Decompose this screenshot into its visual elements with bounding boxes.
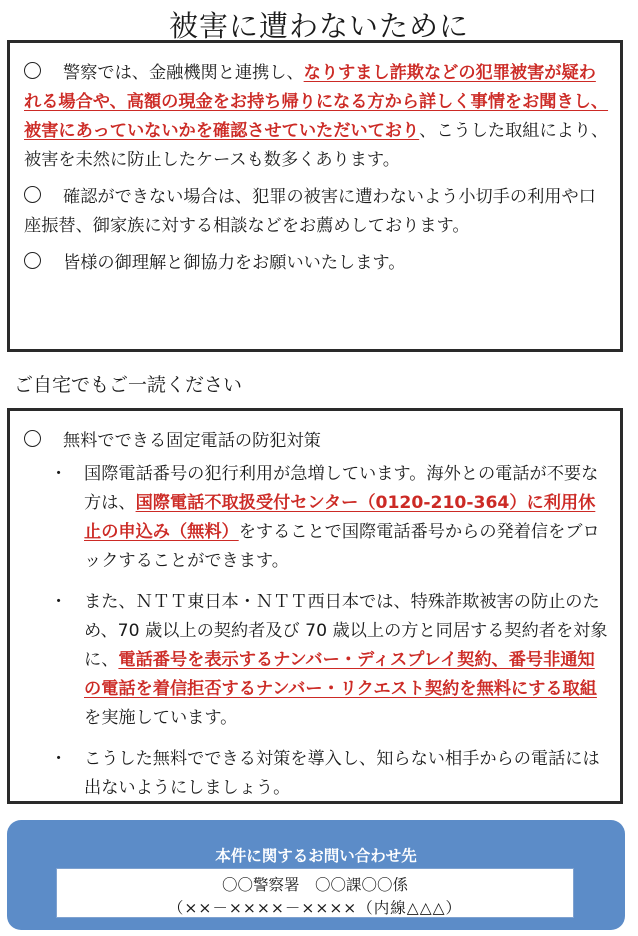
measures-list <box>24 460 610 803</box>
measure-item-2 <box>46 588 610 733</box>
circle-bullet-icon <box>24 186 41 203</box>
b2-text-after: を実施しています。 <box>84 708 238 728</box>
b1-text-after: をすることで国際電話番号からの発着信をブロックすることができます。 <box>84 522 600 571</box>
page-title: 被害に遭わないために <box>168 9 469 43</box>
bullet-dot: ・ <box>50 749 68 769</box>
measures-heading-text: 無料でできる固定電話の防犯対策 <box>63 431 321 451</box>
measure-item-3 <box>46 745 610 803</box>
notice-paragraph-3 <box>24 249 610 278</box>
notice-paragraph-1 <box>24 59 610 175</box>
measures-heading <box>24 427 610 456</box>
circle-bullet-icon <box>24 62 41 79</box>
contact-phone: （××－××××－××××（内線△△△） <box>167 899 463 917</box>
contact-panel <box>7 820 625 930</box>
bullet-dot: ・ <box>50 592 68 612</box>
p1-text-after: 、こうした取組により、被害を未然に防止したケースも数多くあります。 <box>24 121 609 170</box>
notice-paragraph-2 <box>24 183 610 241</box>
police-notice-box <box>7 40 623 352</box>
measure-item-1 <box>46 460 610 576</box>
contact-title: 本件に関するお問い合わせ先 <box>215 847 417 865</box>
p1-highlight: なりすまし詐欺などの犯罪被害が疑われる場合や、高額の現金をお持ち帰りになる方から詳しく事情をお聞きし、被害にあっていないかを確認させていただいており <box>24 63 609 141</box>
b1-highlight: 国際電話不取扱受付センター（0120-210-364）に利用休止の申込み（無料） <box>84 493 596 542</box>
circle-bullet-icon <box>24 430 41 447</box>
home-measures-box <box>7 408 623 804</box>
circle-bullet-icon <box>24 252 41 269</box>
b2-text-before: また、ＮＴＴ東日本・ＮＴＴ西日本では、特殊詐欺被害の防止のため、70 歳以上の契約者及び 70 歳以上の方と同居する契約者を対象に、 <box>84 592 608 670</box>
contact-details-box <box>56 868 574 918</box>
p1-text-before: 警察では、金融機関と連携し、 <box>63 63 304 83</box>
section-subheading: ご自宅でもご一読ください <box>14 374 243 396</box>
p2-text: 確認ができない場合は、犯罪の被害に遭わないよう小切手の利用や口座振替、御家族に対する相談などをお薦めしております。 <box>24 187 596 236</box>
b2-highlight: 電話番号を表示するナンバー・ディスプレイ契約、番号非通知の電話を着信拒否するナンバー・リクエスト契約を無料にする取組 <box>84 650 597 699</box>
b1-text-before: 国際電話番号の犯行利用が急増しています。海外との電話が不要な方は、 <box>84 464 599 513</box>
b3-text: こうした無料でできる対策を導入し、知らない相手からの電話には出ないようにしましょう。 <box>84 749 600 798</box>
contact-department: 〇〇警察署 〇〇課〇〇係 <box>221 876 408 894</box>
bullet-dot: ・ <box>50 464 68 484</box>
p3-text: 皆様の御理解と御協力をお願いいたします。 <box>63 253 406 273</box>
